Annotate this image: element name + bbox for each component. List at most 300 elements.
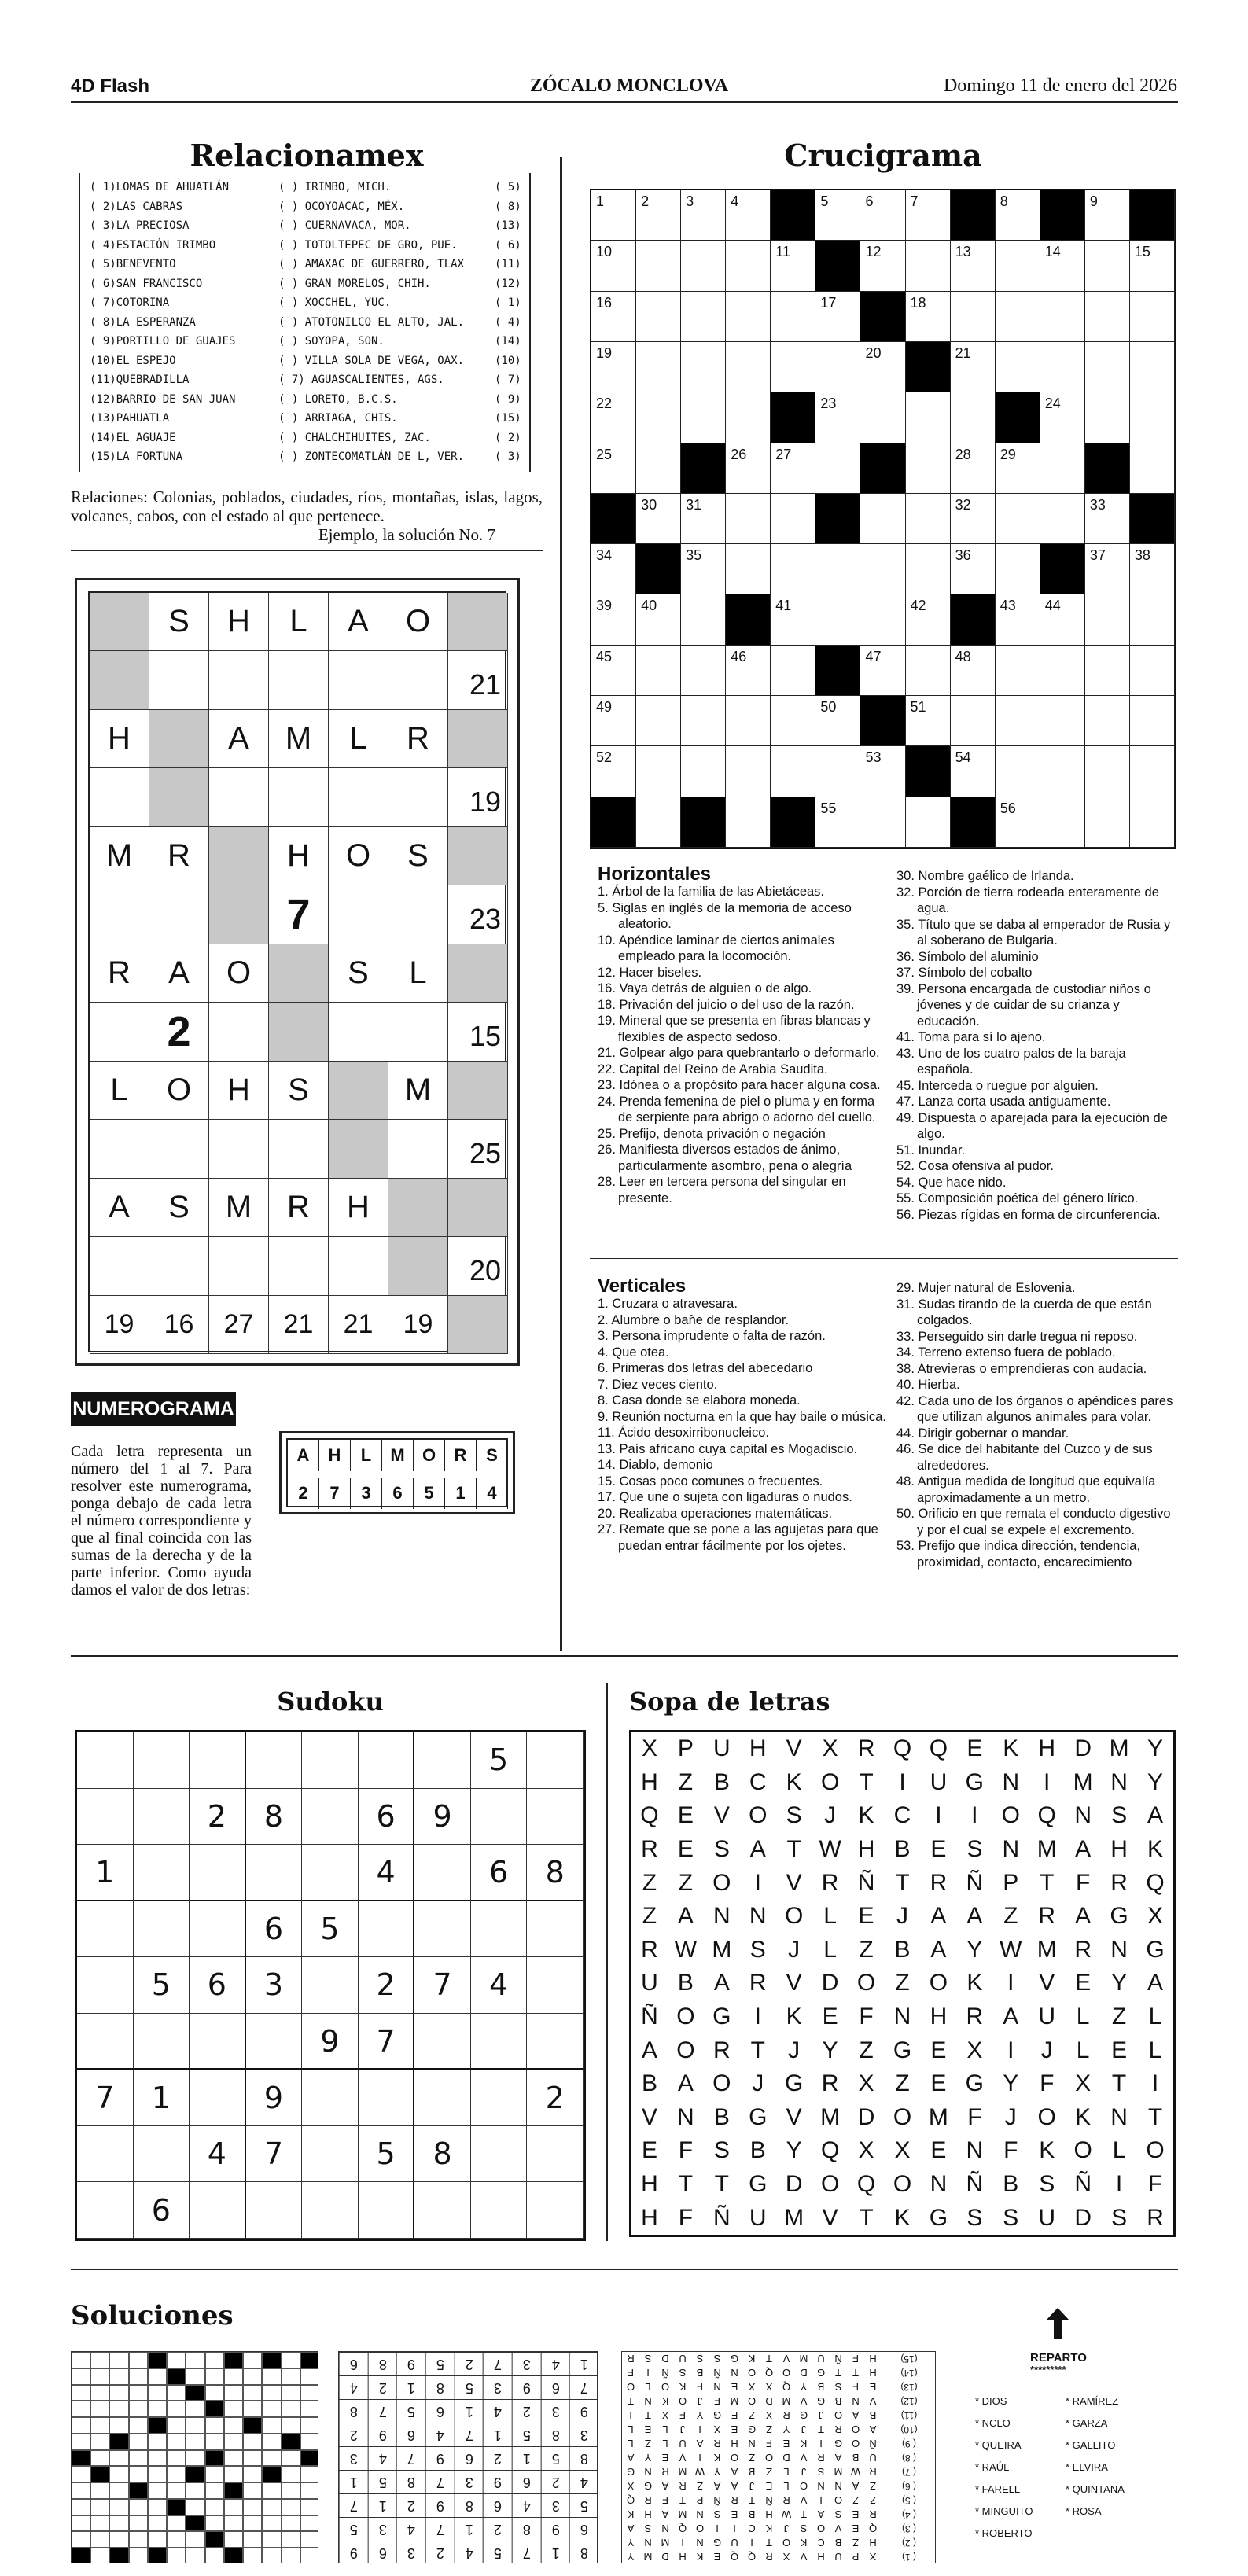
mini-sopa-letter: P bbox=[696, 2494, 704, 2507]
row-sum: 23 bbox=[448, 885, 508, 944]
sopa-letter: F bbox=[678, 2204, 694, 2231]
mini-cell bbox=[129, 2401, 148, 2417]
mini-cell bbox=[72, 2499, 90, 2515]
reparto-col-2 bbox=[1066, 2390, 1125, 2523]
sopa-letter: O bbox=[820, 1768, 840, 1795]
mini-sudoku-cell: 9 bbox=[339, 2541, 368, 2563]
sopa-letter: F bbox=[859, 2004, 874, 2030]
sopa-letter: W bbox=[674, 1936, 698, 1963]
sopa-letter: L bbox=[1076, 2037, 1090, 2063]
sopa-letter: N bbox=[930, 2171, 948, 2198]
mini-sopa-letter: E bbox=[765, 2480, 773, 2493]
numerograma-cell bbox=[90, 768, 149, 826]
numerograma-cell bbox=[448, 944, 508, 1003]
numerograma-cell bbox=[149, 710, 209, 768]
clue-item: 6. Primeras dos letras del abecedario bbox=[598, 1361, 813, 1375]
mini-sopa-letter: N bbox=[661, 2523, 669, 2535]
mini-sopa-letter: L bbox=[628, 2423, 634, 2436]
numerograma-cell bbox=[329, 1062, 388, 1120]
sopa-letter: Q bbox=[1037, 1802, 1056, 1829]
numerograma-cell bbox=[388, 1120, 448, 1178]
mini-sopa-letter: Ñ bbox=[661, 2367, 669, 2379]
mini-cell bbox=[262, 2482, 281, 2499]
sopa-letter: R bbox=[1038, 1903, 1056, 1930]
sopa-letter: C bbox=[749, 1768, 767, 1795]
reparto-name: * QUEIRA bbox=[975, 2439, 1022, 2451]
mini-cell bbox=[243, 2515, 262, 2532]
sudoku-cell: 9 bbox=[302, 2014, 359, 2070]
mini-cell bbox=[90, 2548, 109, 2563]
sopa-letter: M bbox=[1109, 1735, 1129, 1762]
mini-cell bbox=[148, 2385, 167, 2401]
mini-cell bbox=[167, 2352, 186, 2368]
crossword-cell bbox=[1130, 392, 1175, 443]
mini-sopa-letter: Z bbox=[645, 2438, 651, 2450]
sopa-letter: J bbox=[788, 1936, 801, 1963]
sopa-letter: Q bbox=[893, 1735, 912, 1762]
mini-sopa-letter: A bbox=[869, 2423, 877, 2436]
mini-cell bbox=[129, 2450, 148, 2467]
clue-item: 46. Se dice del habitante del Cuzco y de sus alrededores. bbox=[896, 1442, 1153, 1473]
crossword-cell bbox=[681, 594, 726, 645]
crossword-cell: 18 bbox=[906, 292, 951, 342]
key-value: 2 bbox=[288, 1478, 319, 1509]
mini-sopa-letter: R bbox=[713, 2438, 721, 2450]
crossword-cell bbox=[906, 443, 951, 494]
crossword-cell bbox=[1040, 494, 1085, 544]
mini-sopa-letter: E bbox=[661, 2452, 669, 2464]
mini-sudoku-cell: 4 bbox=[396, 2517, 425, 2541]
mini-sopa-letter: O bbox=[695, 2523, 705, 2535]
crossword-cell bbox=[726, 544, 771, 594]
numerograma-cell bbox=[149, 885, 209, 944]
relacionamex-row bbox=[90, 393, 526, 413]
sopa-letter: Z bbox=[678, 1869, 694, 1896]
sopa-letter: R bbox=[712, 2037, 731, 2063]
sudoku-cell bbox=[190, 2014, 246, 2070]
mini-rel-number: ( 2) bbox=[902, 2537, 916, 2548]
mini-sopa-letter: S bbox=[644, 2353, 652, 2365]
mini-sopa-letter: X bbox=[627, 2480, 635, 2493]
sopa-letter: O bbox=[856, 1970, 876, 1996]
numerograma-cell bbox=[388, 1003, 448, 1061]
mini-sopa-letter: I bbox=[716, 2523, 719, 2535]
mini-sopa-letter: U bbox=[869, 2452, 877, 2464]
numerograma-cell bbox=[90, 1120, 149, 1178]
mini-sopa-letter: E bbox=[731, 2423, 738, 2436]
mini-sudoku-cell: 7 bbox=[368, 2399, 397, 2423]
sudoku-cell bbox=[414, 2070, 471, 2126]
mini-sopa-letter: N bbox=[748, 2438, 756, 2450]
crossword-block bbox=[591, 797, 636, 848]
crossword-cell: 27 bbox=[771, 443, 815, 494]
mini-sudoku-cell: 7 bbox=[339, 2493, 368, 2517]
mini-sopa-letter: Ñ bbox=[869, 2438, 877, 2450]
numerograma-cell: O bbox=[149, 1062, 209, 1120]
crossword-cell bbox=[681, 241, 726, 291]
relacionamex-state: ( ) CUERNAVACA, MOR. bbox=[278, 219, 411, 232]
reparto-name: * RAÚL bbox=[975, 2461, 1010, 2473]
sopa-letter: F bbox=[678, 2137, 694, 2164]
crossword-block bbox=[951, 594, 996, 645]
sopa-letter: N bbox=[1110, 2103, 1128, 2130]
crossword-cell bbox=[636, 342, 681, 392]
sopa-letter: S bbox=[1003, 2204, 1019, 2231]
mini-sopa-letter: R bbox=[679, 2480, 687, 2493]
crossword-cell bbox=[815, 746, 860, 797]
mini-sopa-letter: T bbox=[749, 2494, 755, 2507]
mini-sopa-letter: X bbox=[661, 2409, 669, 2422]
numerograma-grid bbox=[88, 591, 506, 1352]
crossword-cell bbox=[1040, 696, 1085, 746]
mini-sopa-letter: R bbox=[782, 2409, 790, 2422]
mini-rel-number: (13) bbox=[900, 2382, 918, 2393]
sudoku-cell bbox=[527, 1901, 584, 1958]
mini-sopa-letter: E bbox=[782, 2438, 790, 2450]
sopa-letter: U bbox=[1038, 2204, 1056, 2231]
clue-item: 28. Leer en tercera persona del singular en presente. bbox=[598, 1175, 846, 1205]
mini-sopa-letter: U bbox=[679, 2438, 687, 2450]
crossword-cell bbox=[771, 696, 815, 746]
crossword-cell: 56 bbox=[996, 797, 1040, 848]
mini-cell bbox=[205, 2499, 224, 2515]
mini-sudoku-cell: 4 bbox=[541, 2352, 570, 2375]
mini-sopa-letter: J bbox=[818, 2409, 824, 2422]
mini-sopa-letter: N bbox=[817, 2480, 825, 2493]
sopa-letter: F bbox=[1003, 2137, 1018, 2164]
mini-sopa-letter: N bbox=[696, 2508, 704, 2521]
mini-cell bbox=[129, 2352, 148, 2368]
sudoku-cell bbox=[359, 1901, 415, 1958]
mini-sopa-letter: V bbox=[679, 2452, 687, 2464]
key-value: 5 bbox=[414, 1478, 445, 1509]
numerograma-cell: R bbox=[149, 827, 209, 885]
sopa-letter: J bbox=[752, 2070, 764, 2097]
sopa-letter: I bbox=[1007, 2037, 1014, 2063]
numerograma-cell bbox=[269, 651, 329, 709]
paper-name: ZÓCALO MONCLOVA bbox=[529, 75, 729, 96]
crossword-cell: 28 bbox=[951, 443, 996, 494]
relacionamex-code: (11) bbox=[495, 258, 521, 270]
mini-cell bbox=[148, 2482, 167, 2499]
relacionamex-row bbox=[90, 258, 526, 278]
soluciones-title: Soluciones bbox=[71, 2300, 234, 2331]
crossword-cell: 55 bbox=[815, 797, 860, 848]
mini-sopa-letter: S bbox=[696, 2353, 704, 2365]
mini-block bbox=[262, 2352, 281, 2368]
mini-sopa-letter: S bbox=[834, 2508, 842, 2521]
mini-sopa-letter: F bbox=[766, 2438, 772, 2450]
sopa-letter: I bbox=[899, 1768, 906, 1795]
sopa-letter: I bbox=[1151, 2070, 1159, 2097]
numerograma-cell bbox=[90, 593, 149, 651]
sopa-letter: E bbox=[1111, 2037, 1128, 2063]
sudoku-cell: 4 bbox=[359, 1845, 415, 1901]
crossword-block bbox=[726, 594, 771, 645]
clue-item: 36. Símbolo del aluminio bbox=[896, 949, 1039, 964]
sopa-letter: P bbox=[677, 1735, 694, 1762]
sopa-letter: Z bbox=[1003, 1903, 1018, 1930]
crossword-block bbox=[771, 392, 815, 443]
mini-sopa-letter: F bbox=[679, 2409, 686, 2422]
clue-item: 1. Árbol de la familia de las Abietáceas. bbox=[598, 885, 825, 899]
crossword-cell bbox=[636, 392, 681, 443]
mini-cell bbox=[167, 2385, 186, 2401]
sopa-letter: B bbox=[677, 1970, 694, 1996]
key-value: 6 bbox=[382, 1478, 414, 1509]
mini-cell bbox=[186, 2531, 204, 2548]
mini-sopa-letter: L bbox=[662, 2423, 668, 2436]
relacionamex-place: (11)QUEBRADILLA bbox=[90, 374, 190, 386]
crossword-block bbox=[681, 443, 726, 494]
clue-item: 15. Cosas poco comunes o frecuentes. bbox=[598, 1474, 823, 1489]
mini-sudoku-cell: 9 bbox=[396, 2352, 425, 2375]
mini-cell bbox=[224, 2531, 243, 2548]
sopa-letter: P bbox=[1003, 1869, 1019, 1896]
sudoku-cell bbox=[190, 1901, 246, 1958]
crossword-cell: 5 bbox=[815, 190, 860, 241]
mini-sopa-letter: F bbox=[714, 2395, 720, 2408]
relacionamex-state: ( ) VILLA SOLA DE VEGA, OAX. bbox=[278, 354, 465, 367]
sopa-letter: G bbox=[712, 2004, 731, 2030]
crossword-cell bbox=[636, 746, 681, 797]
mini-sudoku-cell: 3 bbox=[541, 2399, 570, 2423]
clue-item: 40. Hierba. bbox=[896, 1378, 960, 1392]
mini-sudoku-cell: 8 bbox=[569, 2541, 598, 2563]
mini-block bbox=[224, 2548, 243, 2563]
sudoku-cell bbox=[302, 1957, 359, 2014]
clue-item: 32. Porción de tierra rodeada enteramente de agua. bbox=[896, 885, 1159, 915]
numerograma-cell bbox=[149, 1120, 209, 1178]
crossword-cell bbox=[996, 494, 1040, 544]
sudoku-cell bbox=[77, 1901, 134, 1958]
crossword-cell: 47 bbox=[860, 646, 905, 696]
sopa-letter: H bbox=[1038, 1735, 1056, 1762]
reparto-name: * MINGUITO bbox=[975, 2505, 1033, 2517]
mini-block bbox=[205, 2531, 224, 2548]
sopa-letter: L bbox=[1076, 2004, 1090, 2030]
numerograma-cell bbox=[269, 1237, 329, 1295]
mini-sopa-letter: E bbox=[644, 2423, 652, 2436]
sopa-letter: I bbox=[754, 2004, 761, 2030]
mini-cell bbox=[72, 2482, 90, 2499]
section-label: 4D Flash bbox=[71, 75, 150, 97]
sopa-letter: S bbox=[966, 2204, 983, 2231]
mini-cell bbox=[186, 2417, 204, 2434]
mini-sudoku-cell: 2 bbox=[396, 2493, 425, 2517]
crossword-cell bbox=[726, 696, 771, 746]
mini-rel-number: (15) bbox=[900, 2353, 918, 2364]
sopa-letter: L bbox=[1112, 2137, 1126, 2164]
sopa-letter: B bbox=[894, 1936, 911, 1963]
mini-cell bbox=[109, 2368, 128, 2385]
sopa-letter: E bbox=[930, 2137, 947, 2164]
sopa-letter: V bbox=[822, 2204, 838, 2231]
mini-sopa-letter: F bbox=[628, 2367, 634, 2379]
crossword-cell: 7 bbox=[906, 190, 951, 241]
crossword-cell bbox=[1085, 797, 1130, 848]
clue-item: 39. Persona encargada de custodiar niños o jóvenes y de cuidar de su crianza y educación. bbox=[896, 981, 1151, 1029]
crossword-block bbox=[860, 443, 905, 494]
mini-sopa-letter: O bbox=[851, 2423, 860, 2436]
crossword-cell bbox=[771, 494, 815, 544]
mini-sudoku-cell: 3 bbox=[483, 2375, 512, 2399]
clue-item: 10. Apéndice laminar de ciertos animales empleado para la locomoción. bbox=[598, 933, 834, 963]
mini-sopa-letter: R bbox=[869, 2508, 877, 2521]
crossword-cell: 44 bbox=[1040, 594, 1085, 645]
mini-sopa-letter: E bbox=[852, 2523, 860, 2535]
clue-item: 21. Golpear algo para quebrantarlo o deformarlo. bbox=[598, 1046, 880, 1060]
sopa-letter: I bbox=[754, 1869, 761, 1896]
crossword-grid bbox=[590, 189, 1176, 849]
relacionamex-code: (14) bbox=[495, 335, 521, 348]
sopa-letter: T bbox=[859, 1768, 874, 1795]
mini-cell bbox=[72, 2466, 90, 2482]
sopa-letter: H bbox=[1110, 1836, 1128, 1863]
mini-sopa-letter: N bbox=[852, 2395, 860, 2408]
mini-cell bbox=[148, 2515, 167, 2532]
sudoku-cell: 5 bbox=[471, 1732, 528, 1789]
mini-block bbox=[109, 2434, 128, 2450]
mini-cell bbox=[129, 2385, 148, 2401]
mini-sopa-letter: A bbox=[627, 2523, 635, 2535]
issue-date: Domingo 11 de enero del 2026 bbox=[943, 75, 1177, 96]
crossword-cell bbox=[1130, 746, 1175, 797]
mini-sudoku-cell: 8 bbox=[368, 2352, 397, 2375]
mini-cell bbox=[72, 2531, 90, 2548]
numerograma-cell bbox=[209, 651, 269, 709]
mini-sopa-letter: J bbox=[801, 2423, 807, 2436]
sudoku-cell bbox=[77, 2014, 134, 2070]
key-letter: M bbox=[382, 1440, 414, 1471]
mini-cell bbox=[72, 2385, 90, 2401]
mini-sudoku-cell: 6 bbox=[512, 2470, 541, 2493]
crossword-cell bbox=[906, 797, 951, 848]
mini-sopa-letter: S bbox=[644, 2523, 652, 2535]
mini-sopa-letter: L bbox=[783, 2480, 790, 2493]
clue-item: 47. Lanza corta usada antiguamente. bbox=[896, 1095, 1111, 1109]
mini-rel-number: (12) bbox=[900, 2396, 918, 2407]
mini-cell bbox=[72, 2368, 90, 2385]
sopa-letter: V bbox=[713, 1802, 730, 1829]
numerograma-cell bbox=[329, 1237, 388, 1295]
crossword-cell: 37 bbox=[1085, 544, 1130, 594]
mini-sudoku-cell: 9 bbox=[541, 2517, 570, 2541]
mini-sopa-letter: T bbox=[766, 2353, 772, 2365]
crossword-cell bbox=[996, 696, 1040, 746]
sopa-letter: N bbox=[1074, 1802, 1092, 1829]
mini-cell bbox=[262, 2417, 281, 2434]
mini-sopa-letter: O bbox=[782, 2537, 791, 2549]
mini-sopa-letter: Y bbox=[644, 2452, 652, 2464]
row-sum: 15 bbox=[448, 1003, 508, 1061]
sopa-letter: G bbox=[749, 2171, 768, 2198]
crossword-cell: 23 bbox=[815, 392, 860, 443]
mini-sopa-letter: A bbox=[817, 2508, 825, 2521]
relacionamex-state: ( ) IRIMBO, MICH. bbox=[278, 181, 392, 193]
clue-item: 48. Antigua medida de longitud que equivalía aproximadamente a un metro. bbox=[896, 1474, 1156, 1505]
mini-sopa-letter: A bbox=[731, 2480, 738, 2493]
sopa-letter: Ñ bbox=[857, 1869, 875, 1896]
mini-sopa-letter: B bbox=[869, 2409, 877, 2422]
sopa-letter: B bbox=[713, 2103, 730, 2130]
numerograma-cell: A bbox=[329, 593, 388, 651]
mini-sopa-letter: D bbox=[782, 2452, 790, 2464]
mini-sopa-letter: K bbox=[765, 2523, 773, 2535]
sopa-letter: S bbox=[749, 1936, 766, 1963]
mini-sopa-letter: R bbox=[765, 2551, 773, 2563]
mini-sopa-letter: B bbox=[817, 2381, 825, 2394]
crossword-cell: 12 bbox=[860, 241, 905, 291]
sopa-letter: O bbox=[893, 2171, 912, 2198]
clue-item: 37. Símbolo del cobalto bbox=[896, 966, 1033, 980]
mini-cell bbox=[243, 2466, 262, 2482]
crossword-cell bbox=[860, 594, 905, 645]
mini-cell bbox=[90, 2434, 109, 2450]
mini-sopa-letter: I bbox=[819, 2494, 823, 2507]
sopa-letter: Q bbox=[1146, 1869, 1165, 1896]
sudoku-cell bbox=[414, 2014, 471, 2070]
mini-sopa-letter: R bbox=[817, 2452, 825, 2464]
sudoku-cell bbox=[246, 1845, 303, 1901]
crossword-cell bbox=[726, 746, 771, 797]
crossword-block bbox=[1040, 544, 1085, 594]
mini-sopa-letter: U bbox=[834, 2551, 842, 2563]
sopa-letter: R bbox=[966, 2004, 984, 2030]
mini-sopa-letter: Q bbox=[764, 2367, 774, 2379]
crossword-cell bbox=[996, 342, 1040, 392]
crossword-cell: 54 bbox=[951, 746, 996, 797]
numerograma-cell: L bbox=[90, 1062, 149, 1120]
mini-sopa-letter: Q bbox=[626, 2494, 635, 2507]
mini-cell bbox=[129, 2466, 148, 2482]
crossword-cell bbox=[1130, 342, 1175, 392]
sopa-letter: A bbox=[930, 1903, 947, 1930]
crossword-block bbox=[636, 544, 681, 594]
sudoku-cell bbox=[77, 1732, 134, 1789]
sopa-letter: Y bbox=[786, 2137, 802, 2164]
sopa-letter: Ñ bbox=[641, 2004, 658, 2030]
mini-sopa-letter: B bbox=[748, 2508, 756, 2521]
mini-sopa-letter: N bbox=[644, 2537, 652, 2549]
sudoku-cell: 4 bbox=[190, 2126, 246, 2183]
clues-divider bbox=[590, 1258, 1178, 1259]
numerograma-cell bbox=[329, 768, 388, 826]
sudoku-cell: 7 bbox=[414, 1957, 471, 2014]
mini-sopa-letter: O bbox=[834, 2494, 843, 2507]
mini-sopa-letter: Z bbox=[870, 2480, 876, 2493]
sopa-letter: I bbox=[935, 1802, 942, 1829]
mini-sopa-letter: T bbox=[645, 2409, 651, 2422]
sudoku-cell bbox=[302, 2070, 359, 2126]
mini-sudoku-cell: 4 bbox=[569, 2470, 598, 2493]
mini-sopa-letter: T bbox=[628, 2395, 634, 2408]
mini-cell bbox=[243, 2450, 262, 2467]
mini-sopa-letter: M bbox=[782, 2395, 791, 2408]
sopa-letter: O bbox=[785, 1903, 804, 1930]
numerograma-cell: S bbox=[269, 1062, 329, 1120]
mini-cell bbox=[129, 2368, 148, 2385]
sopa-letter: X bbox=[966, 2037, 983, 2063]
mini-cell bbox=[205, 2515, 224, 2532]
crossword-cell bbox=[906, 392, 951, 443]
crossword-cell bbox=[1130, 797, 1175, 848]
sopa-solution bbox=[621, 2351, 936, 2563]
sopa-letter: R bbox=[641, 1836, 658, 1863]
crossword-cell: 34 bbox=[591, 544, 636, 594]
sudoku-cell: 6 bbox=[190, 1957, 246, 2014]
sopa-letter: K bbox=[894, 2204, 911, 2231]
